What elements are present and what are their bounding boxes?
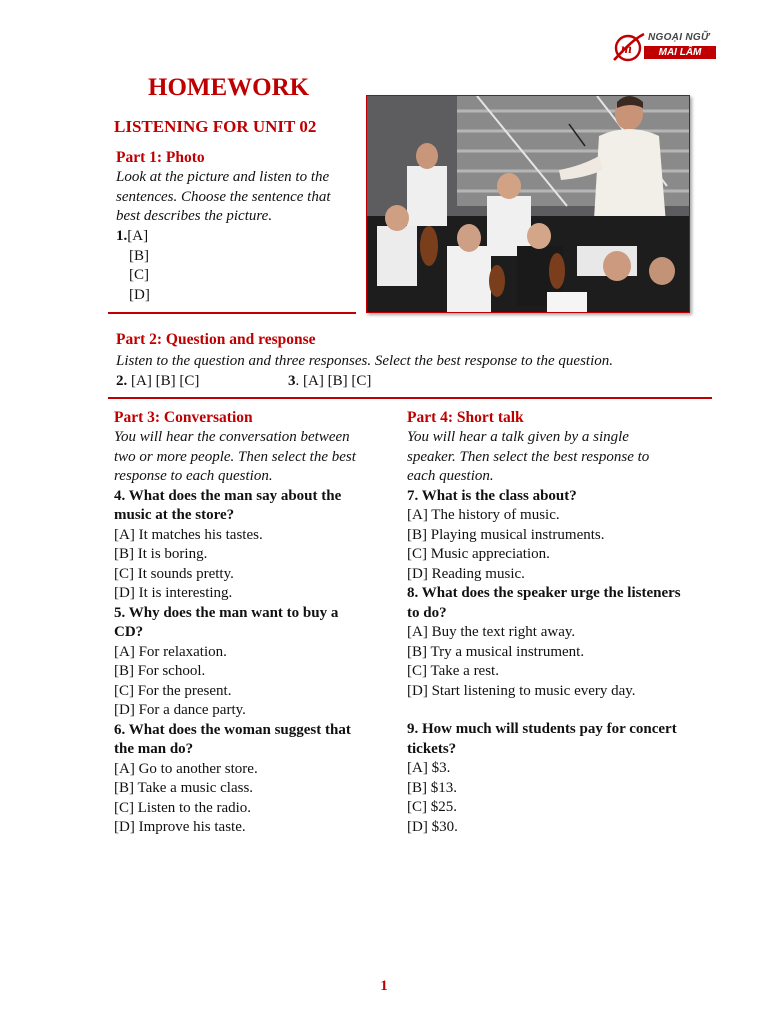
part1-heading: Part 1: Photo — [116, 149, 205, 166]
question-9 — [407, 720, 727, 837]
answer-option: [D] — [129, 286, 150, 303]
part1-instruction: Look at the picture and listen to the sentences. Choose the sentence that best describes the picture. — [116, 169, 331, 224]
question-number: 3 — [288, 373, 296, 389]
part2-question-3 — [288, 372, 371, 392]
question-7 — [407, 487, 727, 585]
answer-option: [C] For the present. — [114, 682, 232, 699]
question-text: 9. How much will students pay for concert — [407, 721, 677, 737]
answer-option: [C] Listen to the radio. — [114, 799, 252, 816]
question-text: to do? — [407, 604, 447, 621]
orchestra-photo — [366, 95, 690, 313]
answer-option: [C] Take a rest. — [407, 663, 499, 679]
part3-heading: Part 3: Conversation — [114, 409, 253, 426]
page-number: 1 — [380, 978, 388, 994]
answer-option: [B] — [129, 247, 149, 264]
answer-option: [A] The history of music. — [407, 507, 560, 523]
logo-brand-text: MAI LÂM — [644, 46, 716, 59]
part1-question-1 — [116, 227, 150, 305]
question-number: 2. — [116, 373, 128, 389]
answer-option: [D] Improve his taste. — [114, 819, 246, 835]
answer-option: [A] It matches his tastes. — [114, 526, 263, 543]
answer-option: [D] Reading music. — [407, 565, 525, 582]
answer-option: [C] $25. — [407, 799, 457, 815]
answer-option: [B] Playing musical instruments. — [407, 526, 605, 543]
question-8 — [407, 584, 727, 701]
logo-mark-icon — [612, 32, 646, 62]
answer-option: [C] — [129, 267, 149, 283]
brand-logo — [612, 32, 718, 62]
part4-instruction: You will hear a talk given by a single speaker. Then select the best response to each question. — [407, 429, 650, 484]
question-5 — [114, 604, 394, 721]
page-subtitle: LISTENING FOR UNIT 02 — [114, 117, 317, 136]
question-text: the man do? — [114, 741, 194, 757]
answer-option: [A] $3. — [407, 760, 451, 776]
question-4 — [114, 487, 394, 604]
question-text: tickets? — [407, 740, 457, 757]
question-6 — [114, 721, 394, 838]
answer-option: [D] It is interesting. — [114, 585, 233, 601]
answer-options: [A] [B] [C] — [127, 373, 200, 389]
question-text: 4. What does the man say about the — [114, 487, 342, 504]
answer-option: [D] Start listening to music every day. — [407, 682, 636, 699]
question-number: 1. — [116, 228, 128, 244]
answer-option: [D] $30. — [407, 818, 458, 835]
answer-option: [D] For a dance party. — [114, 702, 246, 718]
answer-option: [B] For school. — [114, 663, 206, 679]
part3-section — [114, 409, 394, 838]
part3-instruction: You will hear the conversation between two or more people. Then select the best response to each question. — [114, 429, 356, 484]
question-text: music at the store? — [114, 507, 235, 523]
logo-top-text: NGOẠI NGỮ — [648, 32, 710, 43]
answer-option: [A] Buy the text right away. — [407, 624, 576, 640]
answer-option: [C] Music appreciation. — [407, 546, 550, 562]
answer-option: [B] Take a music class. — [114, 780, 254, 796]
answer-option: [C] It sounds pretty. — [114, 565, 234, 582]
answer-options: . [A] [B] [C] — [295, 373, 372, 389]
question-text: 6. What does the woman suggest that — [114, 721, 351, 738]
answer-option: [B] $13. — [407, 779, 457, 796]
question-text: 7. What is the class about? — [407, 487, 577, 504]
answer-option: [A] — [127, 228, 149, 244]
answer-option: [A] For relaxation. — [114, 643, 227, 660]
question-text: CD? — [114, 624, 144, 640]
answer-option: [B] It is boring. — [114, 546, 208, 562]
part4-section — [407, 409, 727, 837]
part2-instruction: Listen to the question and three responses. Select the best response to the question. — [116, 353, 614, 369]
part4-heading: Part 4: Short talk — [407, 409, 524, 426]
part1-divider — [108, 312, 356, 314]
part2-heading: Part 2: Question and response — [116, 331, 316, 348]
part2-divider — [108, 397, 712, 399]
page-title: HOMEWORK — [148, 74, 310, 101]
part2-question-2 — [116, 372, 199, 392]
answer-option: [B] Try a musical instrument. — [407, 643, 585, 660]
question-text: 8. What does the speaker urge the listeners — [407, 585, 681, 601]
answer-option: [A] Go to another store. — [114, 760, 258, 777]
svg-text:m: m — [621, 42, 632, 57]
question-text: 5. Why does the man want to buy a — [114, 604, 339, 621]
